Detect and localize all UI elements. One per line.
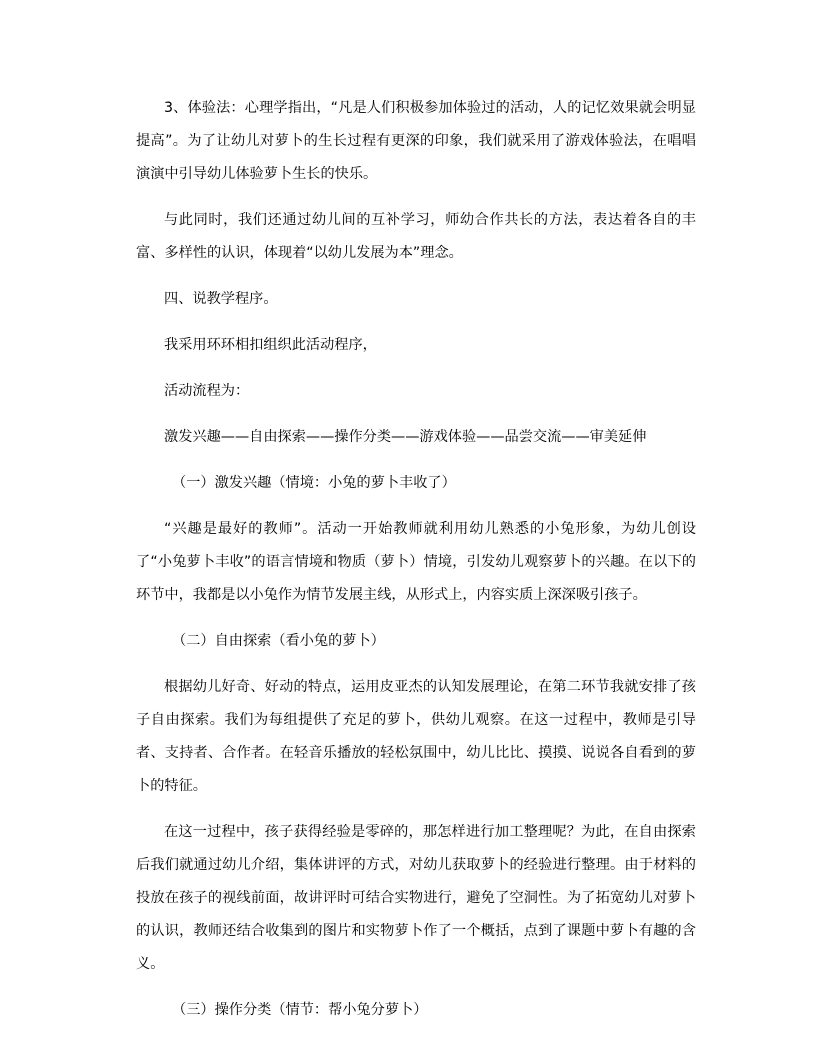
subheading-classification: （三）操作分类（情节：帮小兔分萝卜） <box>172 1002 428 1018</box>
paragraph-experience-organizing: 在这一过程中，孩子获得经验是零碎的，那怎样进行加工整理呢？为此，在自由探索后我们就通过幼儿介绍，集体讲评的方式，对幼儿获取萝卜的经验进行整理。由于材料的投放在孩子的视线前面，故讲评时可结合实物进行，避免了空洞性。为了拓宽幼儿对萝卜的认识，教师还结合收集到的图片和实物萝卜作了一个概括，点到了课题中萝卜有趣的含义。 <box>136 824 696 972</box>
paragraph-procedure-intro: 我采用环环相扣组织此活动程序， <box>164 337 377 353</box>
paragraph-flow-label: 活动流程为： <box>164 383 250 399</box>
subheading-free-exploration: （二）自由探索（看小兔的萝卜） <box>172 633 385 649</box>
paragraph-exploration: 根据幼儿好奇、好动的特点，运用皮亚杰的认知发展理论，在第二环节我就安排了孩子自由探索。我们为每组提供了充足的萝卜，供幼儿观察。在这一过程中，教师是引导者、支持者、合作者。在轻音乐播放的轻松氛围中，幼儿比比、摸摸、说说各自看到的萝卜的特征。 <box>136 679 696 794</box>
paragraph-interest: “兴趣是最好的教师”。活动一开始教师就利用幼儿熟悉的小兔形象，为幼儿创设了“小兔萝卜丰收”的语言情境和物质（萝卜）情境，引发幼儿观察萝卜的兴趣。在以下的环节中，我都是以小兔作为情节发展主线，从形式上，内容实质上深深吸引孩子。 <box>136 521 696 603</box>
paragraph-activity-flow: 激发兴趣——自由探索——操作分类——游戏体验——品尝交流——审美延伸 <box>164 429 647 445</box>
subheading-stimulate-interest: （一）激发兴趣（情境：小兔的萝卜丰收了） <box>172 475 456 491</box>
section-heading-teaching-procedure: 四、说教学程序。 <box>164 291 278 307</box>
document-body <box>136 92 696 1027</box>
paragraph-experience-method: 3、体验法：心理学指出，“凡是人们积极参加体验过的活动，人的记忆效果就会明显提高”。为了让幼儿对萝卜的生长过程有更深的印象，我们就采用了游戏体验法，在唱唱演演中引导幼儿体验萝卜生长的快乐。 <box>136 100 696 182</box>
paragraph-complementary-learning: 与此同时，我们还通过幼儿间的互补学习，师幼合作共长的方法，表达着各自的丰富、多样性的认识，体现着“以幼儿发展为本”理念。 <box>136 212 696 261</box>
